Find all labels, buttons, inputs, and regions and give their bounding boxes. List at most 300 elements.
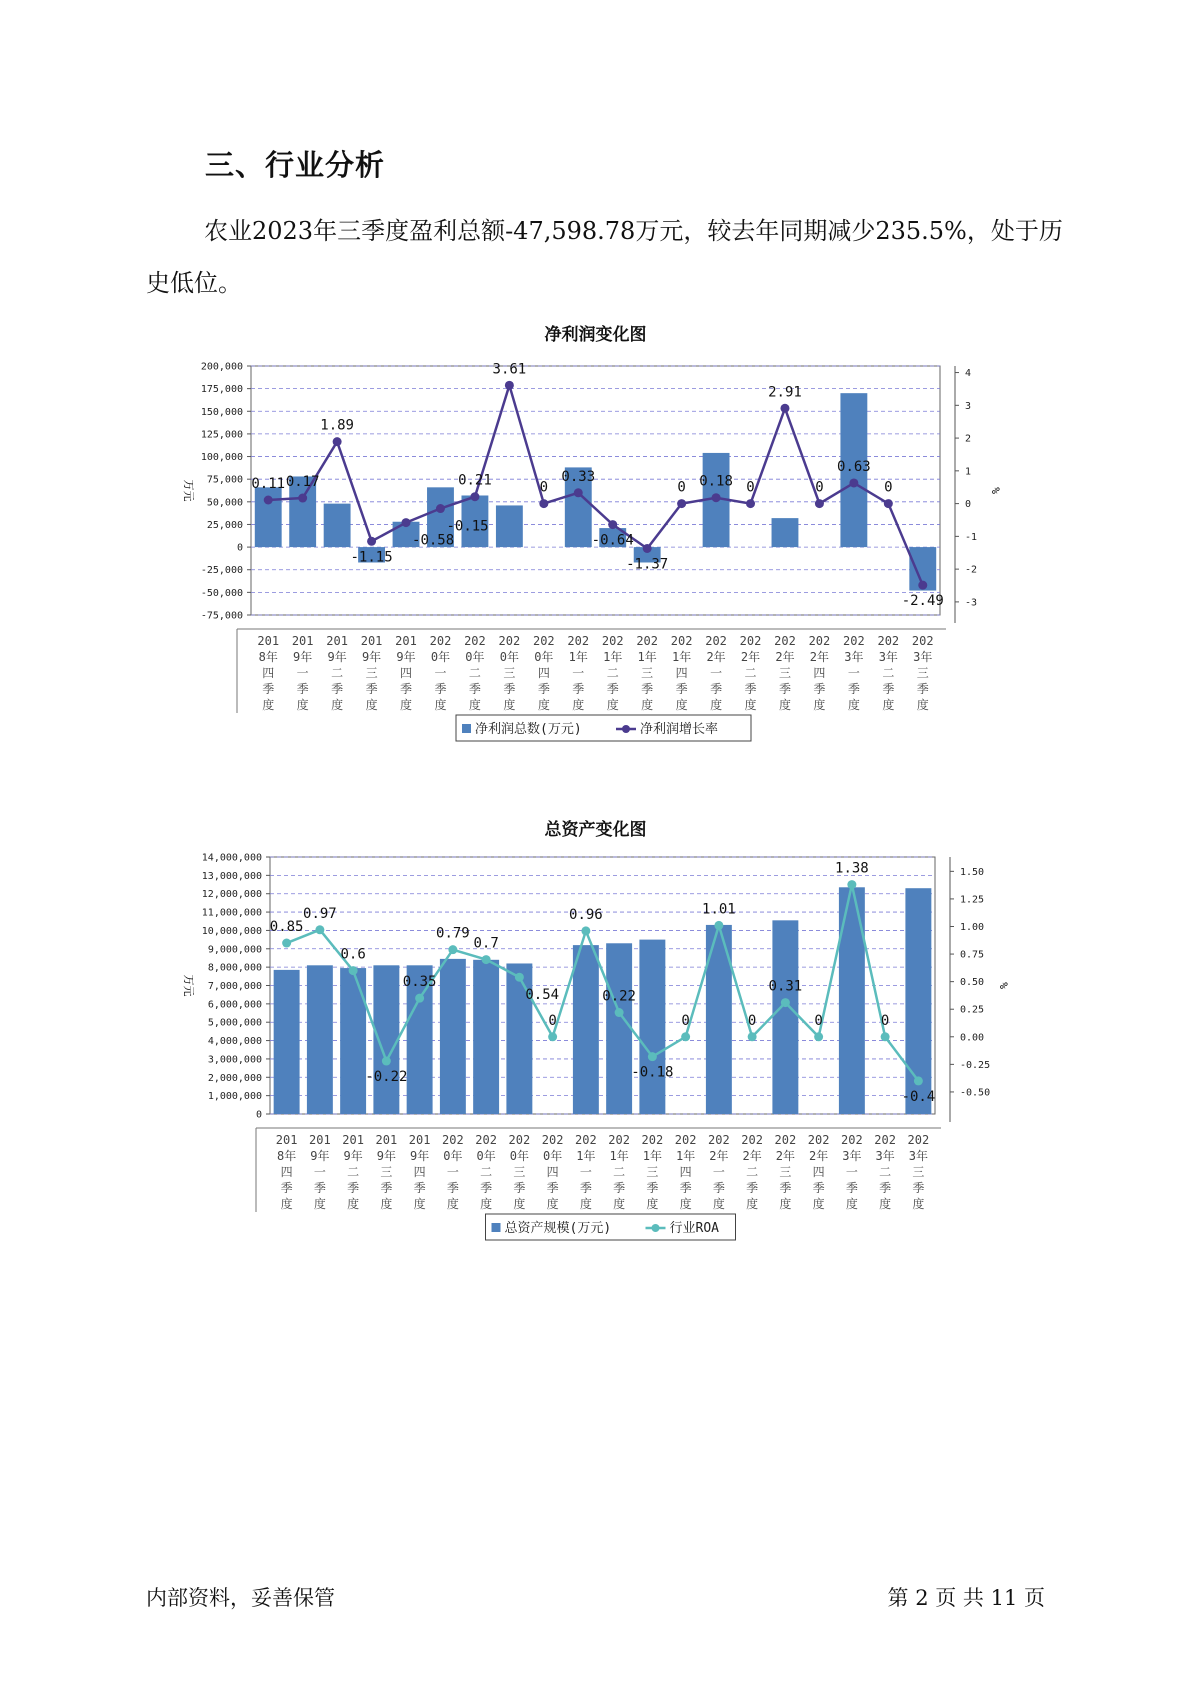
x-tick-label: 度 bbox=[446, 1197, 459, 1211]
data-label: -0.58 bbox=[412, 532, 455, 549]
x-tick-label: 季 bbox=[280, 1181, 293, 1195]
x-tick-label: 季 bbox=[365, 682, 378, 696]
data-label: -0.4 bbox=[901, 1088, 936, 1105]
x-tick-label: 201 bbox=[326, 634, 348, 648]
x-tick-label: 二 bbox=[480, 1165, 493, 1179]
x-tick-label: 三 bbox=[912, 1165, 925, 1179]
y-tick-label: 11,000,000 bbox=[201, 907, 262, 919]
line-point bbox=[436, 504, 445, 513]
y2-axis-title: % bbox=[997, 982, 1010, 989]
x-tick-label: 一 bbox=[296, 666, 309, 680]
y-axis-title: 万元 bbox=[182, 479, 195, 502]
x-tick-label: 度 bbox=[746, 1197, 759, 1211]
x-tick-label: 度 bbox=[503, 698, 516, 712]
x-tick-label: 一 bbox=[712, 1165, 725, 1179]
y-tick-label: 6,000,000 bbox=[207, 999, 262, 1011]
line-point bbox=[574, 488, 583, 497]
x-tick-label: 度 bbox=[646, 1197, 659, 1211]
line-point bbox=[881, 1032, 890, 1041]
x-tick-label: 202 bbox=[442, 1133, 464, 1147]
line-point bbox=[914, 1076, 923, 1085]
x-tick-label: 度 bbox=[296, 698, 309, 712]
y-tick-label: 7,000,000 bbox=[207, 981, 262, 992]
x-tick-label: 四 bbox=[546, 1165, 559, 1179]
x-tick-label: 202 bbox=[601, 634, 624, 648]
y2-tick-label: 1.50 bbox=[960, 866, 985, 878]
x-tick-label: 1年 bbox=[672, 650, 692, 664]
x-tick-label: 202 bbox=[674, 1133, 697, 1147]
x-tick-label: 201 bbox=[291, 634, 314, 648]
x-tick-label: 季 bbox=[778, 682, 791, 696]
y-tick-label: -75,000 bbox=[200, 610, 243, 622]
line-point bbox=[648, 1052, 657, 1061]
bar bbox=[606, 943, 632, 1114]
x-tick-label: 9年 bbox=[343, 1149, 363, 1163]
data-label: 1.38 bbox=[835, 860, 869, 877]
x-tick-label: 1年 bbox=[642, 1149, 662, 1163]
x-tick-label: 201 bbox=[395, 634, 417, 648]
x-tick-label: 202 bbox=[843, 634, 865, 648]
x-tick-label: 一 bbox=[710, 666, 723, 680]
line-point bbox=[505, 381, 514, 390]
line-point bbox=[884, 499, 893, 508]
x-tick-label: 度 bbox=[413, 1197, 426, 1211]
x-tick-label: 202 bbox=[877, 634, 900, 648]
y-tick-label: 0 bbox=[255, 1109, 262, 1121]
data-label: 0 bbox=[746, 479, 755, 496]
x-tick-label: 202 bbox=[429, 634, 452, 648]
legend-bar-swatch bbox=[462, 724, 471, 733]
line-point bbox=[402, 518, 411, 527]
x-tick-label: 度 bbox=[710, 698, 723, 712]
footer-page-number: 第 2 页 共 11 页 bbox=[887, 1586, 1045, 1610]
analysis-paragraph: 农业2023年三季度盈利总额-47,598.78万元，较去年同期减少235.5%，处于历史低位。 bbox=[146, 217, 1063, 297]
x-tick-label: 度 bbox=[847, 698, 860, 712]
x-tick-label: 1年 bbox=[676, 1149, 696, 1163]
x-tick-label: 1年 bbox=[603, 650, 623, 664]
bar bbox=[473, 960, 499, 1114]
y-tick-label: 200,000 bbox=[200, 361, 243, 373]
x-tick-label: 度 bbox=[912, 1197, 925, 1211]
x-tick-label: 202 bbox=[475, 1133, 497, 1147]
x-tick-label: 四 bbox=[262, 666, 275, 680]
line-point bbox=[367, 537, 376, 546]
x-tick-label: 9年 bbox=[410, 1149, 430, 1163]
x-tick-label: 季 bbox=[313, 1181, 326, 1195]
x-tick-label: 度 bbox=[641, 698, 654, 712]
x-tick-label: 季 bbox=[296, 682, 309, 696]
bar bbox=[573, 945, 599, 1114]
x-tick-label: 201 bbox=[309, 1133, 331, 1147]
y-tick-label: 13,000,000 bbox=[201, 870, 262, 882]
x-tick-label: 201 bbox=[360, 634, 383, 648]
y-tick-label: 50,000 bbox=[206, 497, 243, 509]
line-point bbox=[847, 880, 856, 889]
net-profit-chart bbox=[0, 345, 1191, 775]
x-tick-label: 季 bbox=[916, 682, 929, 696]
x-tick-label: 季 bbox=[503, 682, 516, 696]
legend-line-label: 净利润增长率 bbox=[640, 722, 719, 737]
data-label: 0.96 bbox=[569, 906, 603, 923]
data-label: 0.18 bbox=[699, 473, 733, 490]
x-tick-label: 3年 bbox=[913, 650, 933, 664]
x-tick-label: 8年 bbox=[277, 1149, 297, 1163]
data-label: 0 bbox=[880, 1012, 890, 1029]
x-tick-label: 季 bbox=[882, 682, 895, 696]
x-tick-label: 2年 bbox=[740, 650, 761, 664]
bar bbox=[324, 504, 351, 547]
x-tick-label: 202 bbox=[608, 1133, 630, 1147]
x-tick-label: 一 bbox=[313, 1165, 326, 1179]
data-label: 0.21 bbox=[458, 472, 492, 489]
x-tick-label: 二 bbox=[468, 666, 481, 680]
line-point bbox=[746, 499, 755, 508]
chart-title-net-profit: 净利润变化图 bbox=[544, 325, 647, 345]
x-tick-label: 季 bbox=[679, 1181, 692, 1195]
x-tick-label: 度 bbox=[845, 1197, 858, 1211]
x-tick-label: 202 bbox=[498, 634, 521, 648]
x-tick-label: 度 bbox=[262, 698, 275, 712]
x-tick-label: 二 bbox=[347, 1165, 360, 1179]
x-tick-label: 二 bbox=[746, 1165, 759, 1179]
bar bbox=[772, 518, 799, 547]
x-tick-label: 1年 bbox=[637, 650, 657, 664]
line-point bbox=[415, 994, 424, 1003]
y-tick-label: 175,000 bbox=[200, 384, 243, 396]
data-label: 0.33 bbox=[561, 468, 596, 485]
x-tick-label: 8年 bbox=[258, 650, 278, 664]
line-point bbox=[349, 966, 358, 975]
x-tick-label: 9年 bbox=[361, 650, 382, 664]
x-tick-label: 四 bbox=[413, 1165, 426, 1179]
y-axis-title: 万元 bbox=[182, 974, 195, 997]
x-tick-label: 季 bbox=[746, 1181, 759, 1195]
x-tick-label: 9年 bbox=[376, 1149, 396, 1163]
x-tick-label: 3年 bbox=[908, 1149, 928, 1163]
x-tick-label: 0年 bbox=[509, 1149, 529, 1163]
x-tick-label: 季 bbox=[579, 1181, 592, 1195]
x-tick-label: 度 bbox=[331, 698, 344, 712]
bar bbox=[496, 505, 523, 547]
line-point bbox=[539, 499, 548, 508]
y-tick-label: 1,000,000 bbox=[207, 1091, 262, 1103]
x-tick-label: 202 bbox=[541, 1133, 564, 1147]
y2-tick-label: -0.50 bbox=[960, 1087, 991, 1099]
y2-tick-label: 3 bbox=[965, 400, 972, 412]
x-tick-label: 202 bbox=[508, 1133, 531, 1147]
y-tick-label: 75,000 bbox=[206, 474, 243, 486]
y2-tick-label: 0.25 bbox=[960, 1004, 985, 1016]
y-tick-label: 9,000,000 bbox=[207, 944, 262, 956]
y-tick-label: 0 bbox=[236, 542, 243, 554]
data-label: 0.97 bbox=[303, 905, 337, 922]
x-tick-label: 三 bbox=[646, 1165, 659, 1179]
x-tick-label: 度 bbox=[712, 1197, 725, 1211]
data-label: -1.15 bbox=[350, 549, 393, 566]
x-tick-label: 度 bbox=[313, 1197, 326, 1211]
x-tick-label: 0年 bbox=[465, 650, 485, 664]
data-label: 0.54 bbox=[525, 987, 560, 1004]
x-tick-label: 四 bbox=[280, 1165, 293, 1179]
x-tick-label: 季 bbox=[347, 1181, 360, 1195]
y2-tick-label: 4 bbox=[965, 368, 972, 380]
y-tick-label: 25,000 bbox=[206, 519, 243, 531]
x-tick-label: 202 bbox=[567, 634, 590, 648]
x-tick-label: 度 bbox=[679, 1197, 692, 1211]
bar bbox=[639, 940, 665, 1114]
data-label: 0.79 bbox=[436, 925, 470, 942]
x-tick-label: 季 bbox=[845, 1181, 858, 1195]
x-tick-label: 度 bbox=[879, 1197, 892, 1211]
section-title: 三、行业分析 bbox=[205, 148, 386, 182]
line-point bbox=[849, 478, 858, 487]
bar bbox=[340, 968, 366, 1114]
x-tick-label: 季 bbox=[813, 682, 826, 696]
line-point bbox=[282, 939, 291, 948]
x-tick-label: 2年 bbox=[742, 1149, 762, 1163]
data-label: 2.91 bbox=[768, 384, 802, 401]
data-label: 0.35 bbox=[402, 974, 437, 991]
bar bbox=[506, 963, 532, 1114]
y2-tick-label: -3 bbox=[965, 597, 978, 609]
x-tick-label: 四 bbox=[812, 1165, 825, 1179]
x-tick-label: 三 bbox=[513, 1165, 526, 1179]
x-tick-label: 二 bbox=[879, 1165, 892, 1179]
x-tick-label: 季 bbox=[331, 682, 344, 696]
x-tick-label: 2年 bbox=[809, 650, 830, 664]
data-label: 0.6 bbox=[340, 946, 366, 963]
x-tick-label: 三 bbox=[779, 1165, 792, 1179]
y-tick-label: 8,000,000 bbox=[207, 962, 262, 974]
data-label: 0.22 bbox=[602, 988, 636, 1005]
data-label: 1.89 bbox=[320, 417, 354, 434]
line-point bbox=[482, 955, 491, 964]
data-label: 0.11 bbox=[251, 476, 286, 493]
x-tick-label: 度 bbox=[882, 698, 895, 712]
x-tick-label: 202 bbox=[907, 1133, 930, 1147]
y-tick-label: 100,000 bbox=[200, 452, 243, 464]
bar bbox=[307, 965, 333, 1114]
data-label: 0 bbox=[677, 479, 686, 496]
x-tick-label: 度 bbox=[546, 1197, 559, 1211]
y-tick-label: 3,000,000 bbox=[207, 1054, 262, 1066]
x-tick-label: 二 bbox=[744, 666, 757, 680]
x-tick-label: 三 bbox=[641, 666, 654, 680]
x-tick-label: 202 bbox=[774, 634, 796, 648]
x-tick-label: 季 bbox=[675, 682, 688, 696]
y2-tick-label: 0.50 bbox=[960, 977, 985, 989]
data-label: 0.85 bbox=[269, 919, 304, 936]
x-tick-label: 季 bbox=[537, 682, 550, 696]
x-tick-label: 季 bbox=[262, 682, 275, 696]
data-label: 0.31 bbox=[768, 978, 803, 995]
x-tick-label: 0年 bbox=[543, 1149, 563, 1163]
x-tick-label: 度 bbox=[537, 698, 550, 712]
x-tick-label: 二 bbox=[331, 666, 344, 680]
x-tick-label: 季 bbox=[613, 1181, 626, 1195]
y2-tick-label: -0.25 bbox=[960, 1059, 991, 1071]
x-tick-label: 三 bbox=[503, 666, 516, 680]
data-label: 0.17 bbox=[285, 474, 320, 491]
x-tick-label: 季 bbox=[434, 682, 447, 696]
x-tick-label: 季 bbox=[606, 682, 619, 696]
x-tick-label: 季 bbox=[400, 682, 413, 696]
x-tick-label: 2年 bbox=[775, 1149, 795, 1163]
y2-tick-label: -1 bbox=[965, 531, 978, 543]
line-point bbox=[548, 1032, 557, 1041]
y2-tick-label: 1 bbox=[965, 466, 972, 478]
y-tick-label: 5,000,000 bbox=[207, 1017, 262, 1029]
x-tick-label: 一 bbox=[847, 666, 860, 680]
y-tick-label: 125,000 bbox=[200, 429, 243, 441]
x-tick-label: 1年 bbox=[609, 1149, 629, 1163]
x-tick-label: 9年 bbox=[310, 1149, 330, 1163]
x-tick-label: 9年 bbox=[396, 650, 416, 664]
y2-axis-title: % bbox=[989, 487, 1002, 494]
x-tick-label: 1年 bbox=[576, 1149, 596, 1163]
y2-tick-label: 2 bbox=[965, 433, 972, 445]
x-tick-label: 度 bbox=[434, 698, 447, 712]
y-tick-label: -50,000 bbox=[200, 587, 243, 599]
x-tick-label: 度 bbox=[380, 1197, 393, 1211]
y2-tick-label: 1.25 bbox=[960, 894, 985, 906]
line-point bbox=[382, 1057, 391, 1066]
x-tick-label: 202 bbox=[575, 1133, 597, 1147]
x-tick-label: 202 bbox=[670, 634, 693, 648]
x-tick-label: 季 bbox=[468, 682, 481, 696]
x-tick-label: 三 bbox=[380, 1165, 393, 1179]
x-tick-label: 季 bbox=[879, 1181, 892, 1195]
line-point bbox=[615, 1008, 624, 1017]
x-tick-label: 度 bbox=[400, 698, 413, 712]
x-tick-label: 202 bbox=[708, 1133, 730, 1147]
data-label: 1.01 bbox=[702, 901, 736, 918]
x-tick-label: 202 bbox=[911, 634, 934, 648]
x-tick-label: 度 bbox=[744, 698, 757, 712]
x-tick-label: 201 bbox=[275, 1133, 298, 1147]
bar bbox=[274, 970, 300, 1114]
line-point bbox=[298, 494, 307, 503]
x-tick-label: 季 bbox=[380, 1181, 393, 1195]
data-label: 0 bbox=[884, 479, 893, 496]
x-tick-label: 季 bbox=[480, 1181, 493, 1195]
line-point bbox=[643, 544, 652, 553]
line-point bbox=[681, 1032, 690, 1041]
data-label: 0 bbox=[548, 1012, 557, 1029]
data-label: -0.18 bbox=[631, 1064, 674, 1081]
x-tick-label: 一 bbox=[579, 1165, 592, 1179]
x-tick-label: 202 bbox=[641, 1133, 664, 1147]
x-tick-label: 季 bbox=[712, 1181, 725, 1195]
legend-line-marker bbox=[652, 1224, 660, 1232]
line-point bbox=[748, 1032, 757, 1041]
x-tick-label: 四 bbox=[679, 1165, 692, 1179]
x-tick-label: 四 bbox=[400, 666, 413, 680]
x-tick-label: 季 bbox=[572, 682, 585, 696]
data-label: -2.49 bbox=[901, 593, 944, 610]
y-tick-label: 2,000,000 bbox=[207, 1072, 262, 1084]
x-tick-label: 1年 bbox=[568, 650, 588, 664]
x-tick-label: 三 bbox=[778, 666, 791, 680]
x-tick-label: 0年 bbox=[443, 1149, 463, 1163]
y-tick-label: 4,000,000 bbox=[207, 1036, 262, 1048]
x-tick-label: 季 bbox=[812, 1181, 825, 1195]
x-tick-label: 季 bbox=[641, 682, 654, 696]
total-assets-chart bbox=[0, 838, 1191, 1268]
x-tick-label: 202 bbox=[636, 634, 659, 648]
x-tick-label: 201 bbox=[342, 1133, 364, 1147]
x-tick-label: 度 bbox=[572, 698, 585, 712]
x-tick-label: 202 bbox=[874, 1133, 896, 1147]
data-label: -0.15 bbox=[446, 518, 489, 535]
x-tick-label: 202 bbox=[705, 634, 727, 648]
y-tick-label: 12,000,000 bbox=[201, 889, 262, 901]
data-label: 0 bbox=[539, 479, 549, 496]
x-tick-label: 季 bbox=[744, 682, 757, 696]
line-point bbox=[677, 499, 686, 508]
data-label: 0 bbox=[747, 1012, 757, 1029]
x-tick-label: 202 bbox=[741, 1133, 763, 1147]
x-tick-label: 9年 bbox=[293, 650, 313, 664]
footer-confidential-note: 内部资料，妥善保管 bbox=[146, 1586, 335, 1610]
x-tick-label: 3年 bbox=[842, 1149, 862, 1163]
x-tick-label: 度 bbox=[480, 1197, 493, 1211]
x-tick-label: 度 bbox=[280, 1197, 293, 1211]
x-tick-label: 9年 bbox=[327, 650, 347, 664]
x-tick-label: 季 bbox=[413, 1181, 426, 1195]
data-label: 0.7 bbox=[473, 935, 499, 952]
x-tick-label: 3年 bbox=[844, 650, 864, 664]
x-tick-label: 一 bbox=[434, 666, 447, 680]
x-tick-label: 季 bbox=[912, 1181, 925, 1195]
data-label: -1.37 bbox=[626, 556, 669, 573]
x-tick-label: 0年 bbox=[499, 650, 519, 664]
line-point bbox=[712, 493, 721, 502]
x-tick-label: 一 bbox=[446, 1165, 459, 1179]
data-label: 0 bbox=[814, 1012, 823, 1029]
legend-line-label: 行业ROA bbox=[669, 1221, 719, 1236]
data-label: 0 bbox=[681, 1012, 690, 1029]
chart-title-total-assets: 总资产变化图 bbox=[544, 820, 647, 840]
x-tick-label: 二 bbox=[606, 666, 619, 680]
x-tick-label: 四 bbox=[675, 666, 688, 680]
x-tick-label: 202 bbox=[739, 634, 762, 648]
x-tick-label: 一 bbox=[572, 666, 585, 680]
line-point bbox=[333, 437, 342, 446]
x-tick-label: 度 bbox=[813, 698, 826, 712]
legend-bar-swatch bbox=[492, 1223, 501, 1232]
x-tick-label: 201 bbox=[257, 634, 280, 648]
x-tick-label: 0年 bbox=[476, 1149, 496, 1163]
x-tick-label: 2年 bbox=[706, 650, 726, 664]
x-tick-label: 度 bbox=[778, 698, 791, 712]
x-tick-label: 二 bbox=[882, 666, 895, 680]
x-tick-label: 3年 bbox=[875, 1149, 895, 1163]
x-tick-label: 度 bbox=[613, 1197, 626, 1211]
x-tick-label: 度 bbox=[365, 698, 378, 712]
line-point bbox=[608, 520, 617, 529]
x-tick-label: 2年 bbox=[809, 1149, 829, 1163]
x-tick-label: 度 bbox=[347, 1197, 360, 1211]
line-point bbox=[814, 1032, 823, 1041]
y2-tick-label: -2 bbox=[965, 564, 978, 576]
line-point bbox=[448, 945, 457, 954]
legend-bar-label: 总资产规模(万元) bbox=[504, 1221, 612, 1236]
line-point bbox=[315, 925, 324, 934]
line-point bbox=[515, 973, 524, 982]
x-tick-label: 季 bbox=[779, 1181, 792, 1195]
line-point bbox=[470, 492, 479, 501]
